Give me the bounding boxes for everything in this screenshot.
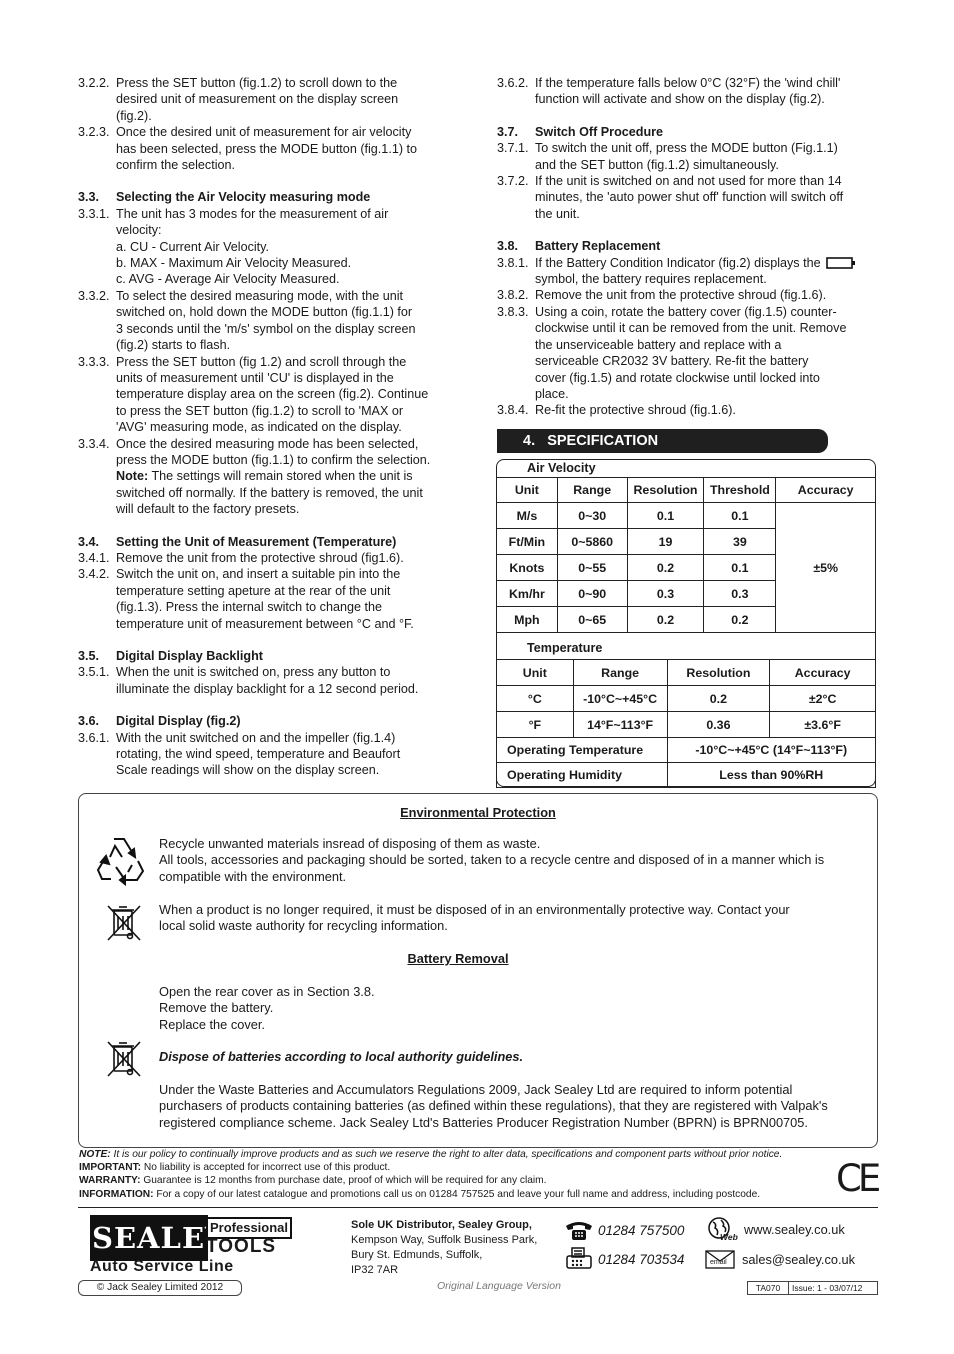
section-title: Selecting the Air Velocity measuring mode: [116, 190, 371, 205]
temp-data-row: [497, 686, 876, 712]
paragraph-line: the unit.: [535, 206, 580, 221]
numbered-paragraph: [78, 436, 478, 518]
paragraph-line: temperature setting apeture at the rear of the unit: [116, 583, 391, 598]
section-number: 3.4.: [78, 534, 100, 549]
paragraph-number: 3.7.2.: [497, 174, 529, 189]
temp-header-cell: Range: [573, 660, 667, 686]
paragraph-line: To switch the unit off, press the MODE button (Fig.1.1): [535, 141, 838, 156]
temp-data-cell: -10°C~+45°C: [573, 686, 667, 712]
temp-data-cell: 14°F~113°F: [573, 712, 667, 738]
air-header-cell: Accuracy: [776, 478, 876, 503]
legal-note: [79, 1148, 849, 1161]
operating-temperature-value: -10°C~+45°C (14°F~113°F): [667, 738, 875, 763]
paragraph-number: 3.8.1.: [497, 255, 529, 270]
issue-date: Issue: 1 - 03/07/12: [792, 1283, 863, 1293]
paragraph-line: Once the desired measuring mode has been selected,: [116, 436, 419, 451]
air-data-cell: 0~55: [557, 555, 627, 581]
operating-temperature-row: [497, 738, 876, 763]
air-data-cell: Km/hr: [497, 581, 558, 607]
air-data-cell: Ft/Min: [497, 529, 558, 555]
air-velocity-table: [496, 477, 876, 633]
paragraph-line: has been selected, press the MODE button (fig.1.1) to: [116, 141, 418, 156]
paragraph-line: the unserviceable battery and replace with a: [535, 337, 782, 352]
paragraph-line: To select the desired measuring mode, with the unit: [116, 288, 404, 303]
paragraph-line: c. AVG - Average Air Velocity Measured.: [116, 272, 340, 287]
paragraph-line: serviceable CR2032 3V battery. Re-fit the battery: [535, 354, 809, 369]
paragraph-line: The unit has 3 modes for the measurement of air: [116, 206, 389, 221]
dispose-batteries-text: Dispose of batteries according to local authority guidelines.: [159, 1049, 524, 1064]
section-heading: [497, 238, 877, 254]
section-title: Battery Replacement: [535, 239, 661, 254]
battery-removal-title: Battery Removal: [407, 951, 509, 966]
paragraph-line: illuminate the display backlight for a 12 second period.: [116, 681, 419, 696]
paragraph-line: temperature unit of measurement between °C and °F.: [116, 616, 414, 631]
paragraph-number: 3.5.1.: [78, 665, 110, 680]
web-icon-label: Web: [720, 1232, 738, 1242]
note-label: NOTE:: [79, 1149, 111, 1160]
paragraph-line: If the Battery Condition Indicator (fig.2) displays the: [535, 255, 821, 270]
section-heading: [78, 189, 478, 205]
logo-auto-service-line: Auto Service Line: [90, 1258, 234, 1275]
regs-line: purchasers of products containing batteries (as defined within these regulations), that they are registered with Valpak's: [159, 1098, 828, 1114]
air-data-cell: 0.3: [704, 581, 776, 607]
battery-removal-steps: [159, 984, 759, 1033]
paragraph-line: temperature display area on the screen (fig.2). Continue: [116, 387, 429, 402]
numbered-paragraph: [78, 206, 478, 288]
paragraph-line: Once the desired unit of measurement for air velocity: [116, 125, 412, 140]
paragraph-number: 3.2.2.: [78, 76, 110, 90]
note-label: WARRANTY:: [79, 1175, 141, 1187]
paragraph-line: press the MODE button (fig.1.1) to confirm the selection.: [116, 452, 431, 467]
numbered-paragraph: [497, 173, 877, 222]
regs-line: registered compliance scheme. Jack Sealey Ltd's Batteries Producer Registration Number (BPRN) is BPRN00705.: [159, 1114, 808, 1130]
operating-humidity-row: [497, 763, 876, 788]
numbered-paragraph: [497, 402, 877, 418]
paragraph-line: Re-fit the protective shroud (fig.1.6).: [535, 403, 736, 418]
fax-number: 01284 703534: [598, 1252, 685, 1267]
numbered-paragraph: [78, 124, 478, 173]
temp-data-cell: ±3.6°F: [770, 712, 876, 738]
logo-tools: TOOLS: [206, 1236, 277, 1257]
air-data-cell: 0.2: [704, 607, 776, 633]
temp-data-row: [497, 712, 876, 738]
sealey-logo: [78, 1213, 293, 1276]
paragraph-line: Switch the unit on, and insert a suitable pin into the: [116, 567, 401, 582]
paragraph-line: to press the SET button (fig.1.2) to scroll to 'MAX or: [116, 403, 404, 418]
section-number: 3.7.: [497, 124, 519, 139]
battery-empty-icon: [826, 257, 856, 269]
battery-step: Open the rear cover as in Section 3.8.: [159, 984, 375, 999]
address-line: IP32 7AR: [351, 1264, 399, 1276]
air-header-cell: Threshold: [704, 478, 776, 503]
note-text: It is our policy to continually improve products and as such we reserve the right to alter data, specifications and component parts without prior notice.: [110, 1149, 783, 1160]
section-number: 3.5.: [78, 649, 100, 663]
paragraph-line: clockwise until it can be removed from the unit. Remove: [535, 321, 847, 336]
fax-icon: [564, 1246, 594, 1270]
section-title: Setting the Unit of Measurement (Temperature): [116, 534, 397, 549]
right-column: [497, 75, 877, 419]
paragraph-number: 3.8.2.: [497, 288, 529, 303]
air-data-cell: 0.2: [627, 555, 704, 581]
legal-note: [79, 1161, 849, 1174]
paragraph-line: Press the SET button (fig 1.2) and scroll through the: [116, 354, 407, 369]
paragraph-line: (fig.2).: [116, 108, 152, 123]
battery-step: Remove the battery.: [159, 1000, 274, 1016]
specification-heading: [497, 429, 828, 453]
note-line: The settings will remain stored when the unit is: [148, 469, 413, 484]
paragraph-line: velocity:: [116, 223, 162, 238]
logo-sealey-box: [90, 1215, 227, 1261]
numbered-paragraph: [78, 566, 478, 632]
paragraph-line: minutes, the 'auto power shut off' function will switch off: [535, 190, 844, 205]
section-heading: [78, 534, 478, 550]
paragraph-line: cover (fig.1.5) and rotate clockwise until locked into: [535, 370, 820, 385]
air-data-cell: Mph: [497, 607, 558, 633]
website-link[interactable]: www.sealey.co.uk: [744, 1222, 845, 1237]
weee-text: [159, 902, 874, 935]
section-heading: [78, 648, 478, 664]
numbered-paragraph: [78, 354, 478, 436]
numbered-paragraph: [78, 75, 478, 124]
paragraph-number: 3.3.3.: [78, 354, 110, 369]
legal-note: [79, 1188, 849, 1201]
paragraph-line: place.: [535, 386, 569, 401]
temperature-table: [496, 659, 876, 788]
paragraph-line: Remove the unit from the protective shroud (fig.1.6).: [535, 288, 827, 303]
temp-header-cell: Unit: [497, 660, 574, 686]
paragraph-line: With the unit switched on and the impeller (fig.1.4): [116, 730, 396, 745]
logo-professional: Professional: [206, 1217, 292, 1239]
paragraph-number: 3.4.2.: [78, 567, 110, 582]
model-number: TA070: [748, 1282, 789, 1294]
legal-notes: [79, 1148, 849, 1201]
note-label: Note:: [116, 469, 149, 484]
numbered-paragraph: [78, 550, 478, 566]
operating-humidity-label: Operating Humidity: [497, 763, 668, 788]
temp-data-cell: 0.2: [667, 686, 770, 712]
temp-header-row: [497, 660, 876, 686]
left-column: [78, 75, 478, 779]
air-data-cell: 0.1: [627, 503, 704, 529]
regs-line: Under the Waste Batteries and Accumulators Regulations 2009, Jack Sealey Ltd are required to inform potential: [159, 1082, 793, 1097]
recycle-line: All tools, accessories and packaging should be sorted, taken to a recycle centre and disposed of in a manner which is: [159, 852, 825, 868]
paragraph-line: and the SET button (fig.1.2) simultaneously.: [535, 157, 779, 172]
email-envelope-icon: [705, 1250, 735, 1270]
paragraph-number: 3.6.1.: [78, 730, 110, 745]
globe-web-icon: [705, 1216, 741, 1244]
weee-line: local solid waste authority for recycling information.: [159, 918, 448, 934]
paragraph-line: When the unit is switched on, press any button to: [116, 665, 391, 680]
air-data-cell: 39: [704, 529, 776, 555]
spec-heading-num: 4.: [523, 433, 536, 449]
ce-mark-icon: [836, 1157, 880, 1200]
air-data-row: [497, 503, 876, 529]
recycle-line: Recycle unwanted materials insread of disposing of them as waste.: [159, 836, 541, 851]
note-line: switched off normally. If the battery is removed, the unit: [116, 485, 423, 500]
numbered-paragraph: [78, 288, 478, 354]
paragraph-line: Scale readings will show on the display screen.: [116, 763, 380, 778]
section-heading: [78, 713, 478, 729]
air-data-cell: 19: [627, 529, 704, 555]
recycle-line: compatible with the environment.: [159, 868, 347, 884]
telephone-icon: [564, 1220, 594, 1242]
distributor-address: [351, 1218, 556, 1278]
air-accuracy-cell: ±5%: [776, 503, 876, 633]
paragraph-line: Press the SET button (fig.1.2) to scroll down to the: [116, 76, 398, 90]
temperature-title: Temperature: [527, 641, 603, 655]
paragraph-line: (fig.1.3). Press the internal switch to change the: [116, 600, 383, 615]
recycle-icon: [94, 831, 150, 887]
email-link[interactable]: sales@sealey.co.uk: [742, 1252, 856, 1267]
note-label: IMPORTANT:: [79, 1162, 142, 1174]
operating-temperature-label: Operating Temperature: [497, 738, 668, 763]
section-number: 3.8.: [497, 239, 519, 254]
paragraph-line: units of measurement until 'CU' is displayed in the: [116, 370, 394, 385]
ce-mark-text: CE: [836, 1157, 878, 1200]
section-title: Switch Off Procedure: [535, 124, 664, 139]
paragraph-line: If the unit is switched on and not used for more than 14: [535, 174, 842, 189]
air-header-cell: Range: [557, 478, 627, 503]
note-label: INFORMATION:: [79, 1188, 154, 1200]
section-number: 3.6.: [78, 714, 100, 729]
paragraph-number: 3.3.4.: [78, 436, 110, 451]
spec-heading-text: SPECIFICATION: [547, 433, 659, 449]
note-text: For a copy of our latest catalogue and promotions call us on 01284 757525 and leave your full name and address, including postcode.: [153, 1188, 761, 1200]
environmental-title: Environmental Protection: [400, 805, 556, 820]
note-line: will default to the factory presets.: [116, 502, 300, 517]
air-data-cell: 0~5860: [557, 529, 627, 555]
legal-note: [79, 1174, 849, 1187]
battery-step: Replace the cover.: [159, 1016, 265, 1032]
paragraph-line: Remove the unit from the protective shroud (fig1.6).: [116, 550, 404, 565]
model-issue: [747, 1281, 878, 1295]
numbered-paragraph: [497, 304, 877, 402]
air-header-row: [497, 478, 876, 503]
air-data-cell: M/s: [497, 503, 558, 529]
operating-humidity-value: Less than 90%RH: [667, 763, 875, 788]
note-text: No liability is accepted for incorrect use of this product.: [141, 1162, 391, 1174]
address-line: Kempson Way, Suffolk Business Park,: [351, 1234, 538, 1246]
air-data-cell: 0.2: [627, 607, 704, 633]
note-text: Guarantee is 12 months from purchase date, proof of which will be required for any claim.: [140, 1175, 547, 1187]
paragraph-line: If the temperature falls below 0°C (32°F) the 'wind chill': [535, 76, 841, 90]
paragraph-number: 3.8.4.: [497, 403, 529, 418]
paragraph-line: 3 seconds until the 'm/s' symbol on the display screen: [116, 321, 416, 336]
recycle-text: [159, 836, 874, 885]
paragraph-number: 3.3.1.: [78, 206, 110, 221]
copyright: © Jack Sealey Limited 2012: [78, 1280, 242, 1296]
paragraph-number: 3.8.3.: [497, 304, 529, 319]
regulations-text: [159, 1082, 874, 1131]
numbered-paragraph: [497, 287, 877, 303]
temp-data-cell: ±2°C: [770, 686, 876, 712]
paragraph-line: b. MAX - Maximum Air Velocity Measured.: [116, 256, 352, 271]
paragraph-line-with-icon: [535, 255, 877, 271]
air-data-cell: 0.1: [704, 555, 776, 581]
spec-table-wrapper: [496, 459, 876, 787]
numbered-paragraph: [78, 730, 478, 779]
temp-data-cell: 0.36: [667, 712, 770, 738]
paragraph-number: 3.3.2.: [78, 288, 110, 303]
paragraph-number: 3.7.1.: [497, 141, 529, 156]
weee-line: When a product is no longer required, it must be disposed of in an environmentally protective way. Contact your: [159, 902, 790, 917]
paragraph-line: desired unit of measurement on the display screen: [116, 92, 399, 107]
temp-data-cell: °C: [497, 686, 574, 712]
paragraph-line: switched on, hold down the MODE button (fig.1.1) for: [116, 305, 413, 320]
address-line: Bury St. Edmunds, Suffolk,: [351, 1249, 483, 1261]
air-data-cell: 0~30: [557, 503, 627, 529]
numbered-paragraph: [497, 255, 877, 288]
paragraph-line: rotating, the wind speed, temperature and Beaufort: [116, 747, 401, 762]
air-data-cell: Knots: [497, 555, 558, 581]
paragraph-line: symbol, the battery requires replacement.: [535, 272, 767, 287]
footer-divider: [78, 1207, 878, 1208]
section-number: 3.3.: [78, 190, 100, 205]
section-title: Digital Display (fig.2): [116, 714, 241, 729]
temp-header-cell: Resolution: [667, 660, 770, 686]
air-velocity-title: Air Velocity: [527, 461, 596, 475]
logo-sealey-text: SEALEY: [92, 1221, 227, 1255]
air-data-cell: 0.1: [704, 503, 776, 529]
paragraph-line: a. CU - Current Air Velocity.: [116, 239, 270, 254]
phone-number: 01284 757500: [598, 1223, 685, 1238]
air-data-cell: 0.3: [627, 581, 704, 607]
temp-data-cell: °F: [497, 712, 574, 738]
section-title: Digital Display Backlight: [116, 649, 263, 663]
paragraph-number: 3.4.1.: [78, 550, 110, 565]
paragraph-line: Using a coin, rotate the battery cover (fig.1.5) counter-: [535, 304, 837, 319]
email-icon-label: email: [710, 1259, 727, 1266]
paragraph-line: confirm the selection.: [116, 158, 235, 173]
air-header-cell: Unit: [497, 478, 558, 503]
temp-header-cell: Accuracy: [770, 660, 876, 686]
paragraph-note: [116, 468, 478, 484]
paragraph-line: (fig.2) starts to flash.: [116, 338, 231, 353]
paragraph-line: function will activate and show on the display (fig.2).: [535, 92, 825, 107]
distributor-title: Sole UK Distributor, Sealey Group,: [351, 1219, 532, 1231]
numbered-paragraph: [497, 140, 877, 173]
crossed-bin-icon: [104, 1038, 144, 1080]
section-heading: [497, 124, 877, 140]
air-data-cell: 0~65: [557, 607, 627, 633]
paragraph-number: 3.2.3.: [78, 125, 110, 140]
air-header-cell: Resolution: [627, 478, 704, 503]
numbered-paragraph: [497, 75, 877, 108]
crossed-bin-icon: [104, 902, 144, 944]
paragraph-line: 'AVG' measuring mode, as indicated on the display.: [116, 420, 402, 435]
paragraph-number: 3.6.2.: [497, 76, 529, 90]
numbered-paragraph: [78, 664, 478, 697]
air-data-cell: 0~90: [557, 581, 627, 607]
language-version: Original Language Version: [437, 1280, 561, 1292]
